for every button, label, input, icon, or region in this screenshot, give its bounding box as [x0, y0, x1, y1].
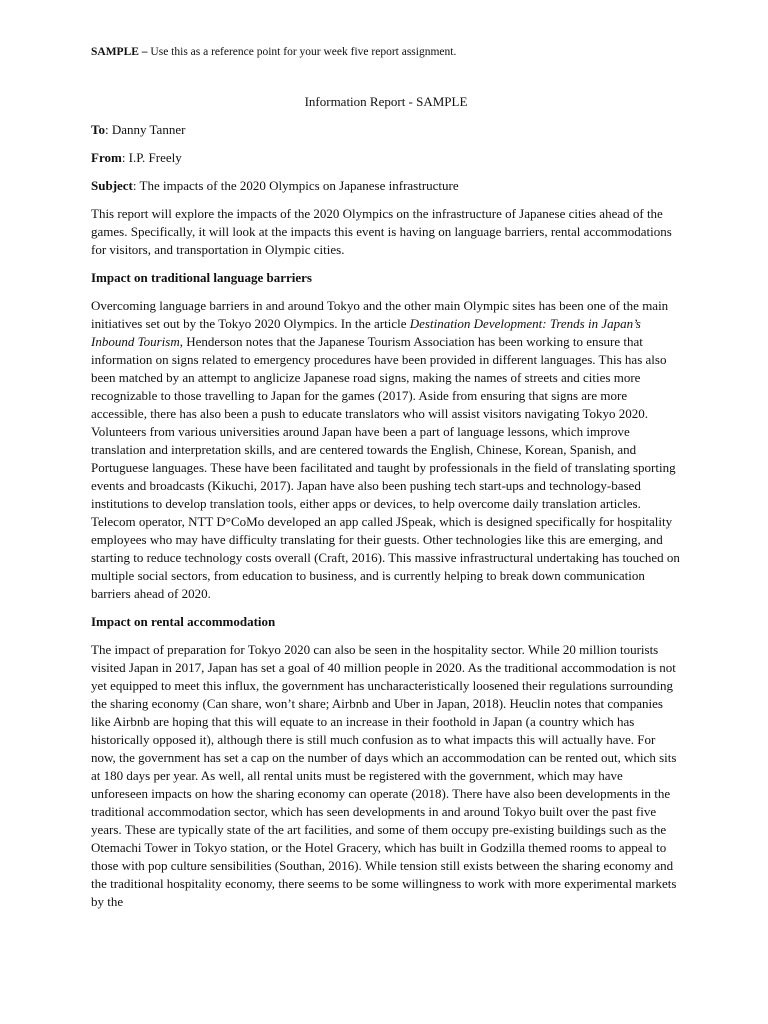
memo-from-value: : I.P. Freely [121, 150, 182, 165]
report-title: Information Report - SAMPLE [304, 94, 468, 109]
accommodation-paragraph: The impact of preparation for Tokyo 2020 can also be seen in the hospitality sector. While 20 million tourists visited Japan in 2017, Japan has set a goal of 40 million people in 2020. As the traditional accommodation is not yet equipped to meet this influx, the government has uncharacteristically loosened their regulations surrounding the sharing economy (Can share, won’t share; Airbnb and Uber in Japan, 2018). Heuclin notes that companies like Airbnb are hoping that this will equate to an increase in their foothold in Japan (a country which has historically opposed it), although there is still much confusion as to what impacts this will actually have. For now, the government has set a cap on the number of days which an accommodation can be rented out, which sits at 180 days per year. As well, all rental units must be registered with the government, which may have unforeseen impacts on how the sharing economy can operate (2018). There have also been developments in the traditional accommodation sector, which has seen developments in and around Tokyo built over the past five years. These are typically state of the art facilities, and some of them occupy pre-existing buildings such as the Otemachi Tower in Tokyo station, or the Hotel Gracery, which has built in Godzilla themed rooms to appeal to those with pop culture sensibilities (Southan, 2016). While tension still exists between the sharing economy and the traditional hospitality economy, there seems to be some willingness to work with more experimental markets by the [91, 642, 677, 909]
memo-from-label: From [91, 150, 122, 165]
intro-paragraph: This report will explore the impacts of the 2020 Olympics on the infrastructure of Japanese cities ahead of the games. Specifically, it will look at the impacts this event is having on language barriers, rental accommodations for visitors, and transportation in Olympic cities. [91, 206, 672, 257]
sample-note-text: Use this as a reference point for your week five report assignment. [147, 46, 457, 58]
language-text-start: Overcoming language barriers in and around Tokyo and the other main Olympic sites has been one of the main initiatives set out by the Tokyo 2020 Olympics. In the article [91, 298, 669, 331]
memo-subject-label: Subject [91, 178, 133, 193]
memo-to-label: To [91, 122, 105, 137]
language-paragraph [91, 297, 681, 603]
memo-to [91, 121, 681, 139]
section-heading-accommodation: Impact on rental accommodation [91, 614, 276, 629]
sample-note-label: SAMPLE – [91, 46, 148, 58]
article-title-citation: Destination Development: Trends in Japan’s Inbound Tourism [91, 316, 641, 349]
memo-from [91, 149, 681, 167]
sample-note [91, 44, 681, 60]
section-heading-language: Impact on traditional language barriers [91, 270, 312, 285]
document-page [91, 44, 681, 921]
memo-to-value: : Danny Tanner [104, 122, 186, 137]
memo-subject-value: : The impacts of the 2020 Olympics on Japanese infrastructure [132, 178, 459, 193]
memo-subject [91, 177, 681, 195]
language-text-rest: , Henderson notes that the Japanese Tourism Association has been working to ensure that information on signs related to emergency procedures have been provided in different languages. This has also been matched by an attempt to anglicize Japanese road signs, making the names of streets and cities more recognizable to those travelling to Japan for the games (2017). Aside from ensuring that signs are more accessible, there has also been a push to educate translators who will assist visitors navigating Tokyo 2020. Volunteers from various universities around Japan have been a part of language lessons, which improve translation and interpretation skills, and are centered towards the English, Chinese, Korean, Spanish, and Portuguese languages. These have been facilitated and taught by professionals in the field of translating sporting events and broadcasts (Kikuchi, 2017). Japan have also been pushing tech start-ups and technology-based institutions to develop translation tools, either apps or devices, to help overcome daily translation articles. Telecom operator, NTT D°CoMo developed an app called JSpeak, which is designed specifically for hospitality employees who may have difficulty translating for their guests. Other technologies like this are emerging, and starting to reduce technology costs overall (Craft, 2016). This massive infrastructural undertaking has touched on multiple social sectors, from education to business, and is currently helping to break down communication barriers ahead of 2020. [91, 334, 680, 601]
